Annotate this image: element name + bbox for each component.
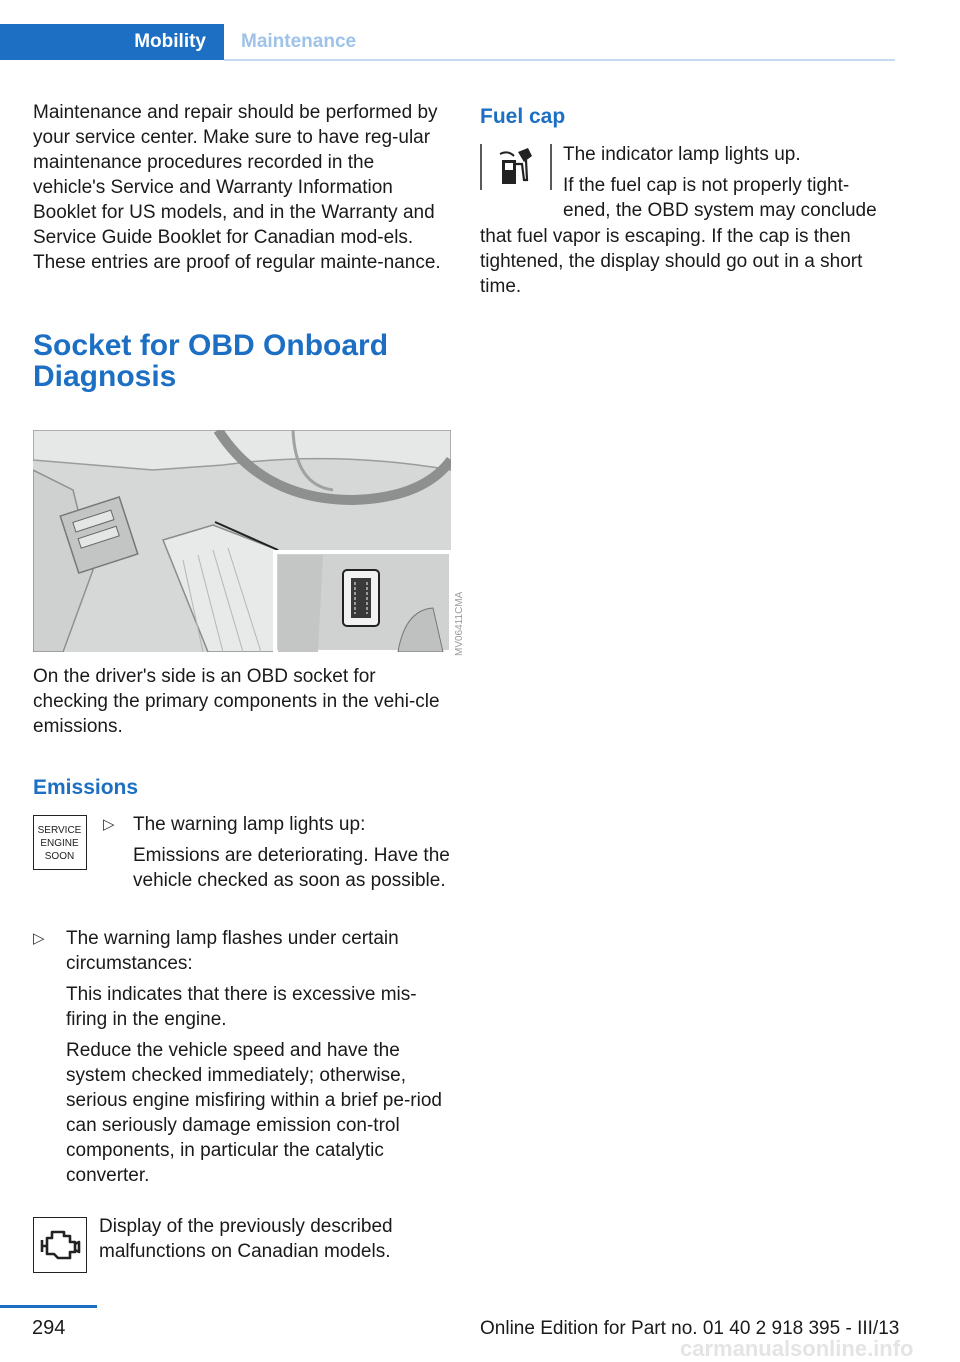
- bullet-item-1: [133, 812, 453, 893]
- fuel-cap-line2a: If the fuel cap is not properly tight‐ened, the OBD system may conclude: [563, 175, 877, 221]
- section-heading-obd: Socket for OBD Onboard Diagnosis: [33, 329, 389, 393]
- left-column: [33, 100, 451, 392]
- bullet-marker: ▷: [103, 816, 115, 833]
- header-rule: [224, 59, 895, 61]
- tab-mobility[interactable]: Mobility: [0, 24, 224, 60]
- bullet2-line3: Reduce the vehicle speed and have the system checked immediately; otherwise, serious engine misfiring within a brief pe‐riod can seriously damage emission con‐trol components, in particular the catalytic converter.: [66, 1040, 442, 1186]
- bullet1-line1: The warning lamp lights up:: [133, 814, 366, 835]
- canadian-block: [99, 1214, 451, 1264]
- emissions-heading: Emissions: [33, 776, 139, 799]
- svg-text:SERVICE: SERVICE: [37, 825, 82, 836]
- socket-block: [33, 664, 451, 739]
- check-engine-icon: [33, 1217, 87, 1273]
- fuel-cap-icon: [480, 140, 552, 194]
- footer-rule: [0, 1305, 97, 1308]
- svg-text:SOON: SOON: [44, 851, 75, 862]
- header-tabs: [0, 24, 895, 62]
- bullet1-line2: Emissions are deteriorating. Have the vehicle checked as soon as possible.: [133, 845, 450, 891]
- bullet2-line1: The warning lamp flashes under certain circumstances:: [66, 928, 399, 974]
- fuel-cap-block: [563, 142, 895, 223]
- page-number: 294: [32, 1317, 66, 1339]
- obd-socket-photo: [33, 430, 451, 652]
- tab-maintenance[interactable]: Maintenance: [241, 31, 357, 52]
- photo-code-text: MV06411CMA: [454, 591, 465, 656]
- intro-paragraph: Maintenance and repair should be performed by your service center. Make sure to have reg‐ular maintenance procedures recorded in the vehicle's Service and Warranty Information Booklet for US models, and in the Warranty and Service Guide Booklet for Canadian mod‐els. These entries are proof of regular mainte‐nance.: [33, 102, 441, 273]
- fuel-cap-line1: The indicator lamp lights up.: [563, 144, 801, 165]
- fuel-cap-continued: [480, 224, 895, 299]
- svg-text:ENGINE: ENGINE: [40, 838, 79, 849]
- service-engine-soon-icon: [33, 815, 87, 870]
- bullet-marker: ▷: [33, 930, 45, 947]
- obd-socket-illustration: [33, 430, 451, 652]
- socket-paragraph: On the driver's side is an OBD socket for checking the primary components in the vehi‐cle emissions.: [33, 666, 440, 737]
- canadian-paragraph: Display of the previously described malfunctions on Canadian models.: [99, 1216, 393, 1262]
- bullet2-line2: This indicates that there is excessive mis‐firing in the engine.: [66, 984, 417, 1030]
- fuel-cap-heading: Fuel cap: [480, 105, 566, 128]
- bullet-item-2: [66, 926, 451, 1188]
- edition-text: Online Edition for Part no. 01 40 2 918 395 - III/13: [480, 1318, 900, 1339]
- watermark: carmanualsonline.info: [680, 1336, 914, 1361]
- photo-code: [452, 560, 466, 660]
- fuel-cap-line2b: that fuel vapor is escaping. If the cap is then tightened, the display should go out in a short time.: [480, 226, 863, 297]
